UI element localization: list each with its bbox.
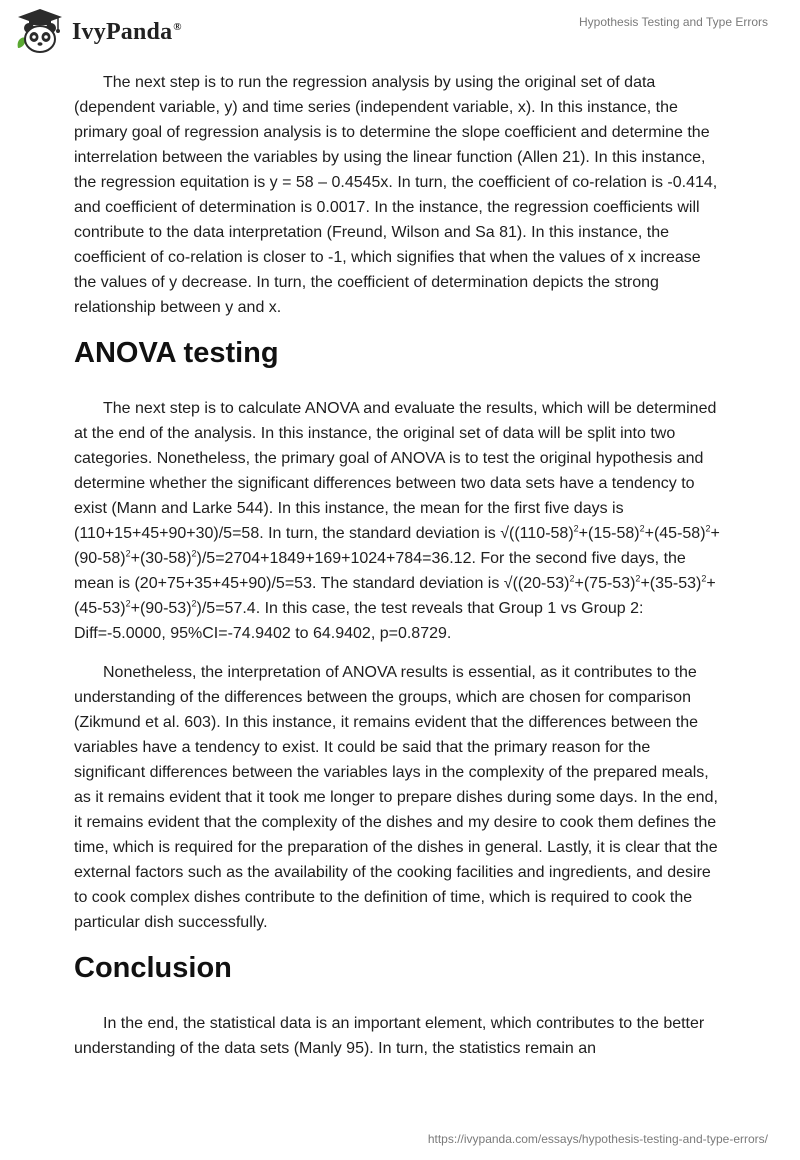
document-title: Hypothesis Testing and Type Errors: [579, 15, 768, 29]
essay-content: [74, 70, 724, 1075]
paragraph-anova-calculation: The next step is to calculate ANOVA and evaluate the results, which will be determined at the end of the analysis. In this instance, the original set of data will be split into two categories. Nonetheless, the primary goal of ANOVA is to test the original hypothesis and determine whether the significant differences between two data sets have a tendency to exist (Mann and Larke 544). In this instance, the mean for the first five days is (110+15+45+90+30)/5=58. In turn, the standard deviation is $√((110-58)^2+(15-58)^2+(45-58)^2+(90-58)^2+(30-58)^2)/5=2704+1849+169+1024+784=36.12$. For the second five days, the mean is (20+75+35+45+90)/5=53. The standard deviation is $√((20-53)^2+(75-53)^2+(35-53)^2+(45-53)^2+(90-53)^2)/5=57.4$. In this case, the test reveals that Group 1 vs Group 2: Diff=-5.0000, 95%CI=-74.9402 to 64.9402, p=0.8729.: [74, 400, 720, 642]
heading-conclusion: Conclusion: [74, 952, 232, 984]
paragraph-conclusion: In the end, the statistical data is an important element, which contributes to the better understanding of the data sets (Manly 95). In turn, the statistics remain an: [74, 1015, 705, 1057]
brand-logo[interactable]: [14, 8, 182, 56]
brand-name: IvyPanda®: [72, 18, 182, 45]
paragraph-anova-interpretation: Nonetheless, the interpretation of ANOVA results is essential, as it contributes to the understanding of the differences between the groups, which are chosen for comparison (Zikmund et al. 603). In this instance, it remains evident that the differences between the variables have a tendency to exist. It could be said that the primary reason for the significant differences between the variables lays in the complexity of the prepared meals, as it remains evident that it took me longer to prepare dishes during some days. In the end, it remains evident that the complexity of the dishes and my desire to cook them defines the time, which is required for the preparation of the dishes in general. Lastly, it is clear that the external factors such as the availability of the cooking facilities and ingredients, and desire to cook complex dishes contribute to the definition of time, which is required to cook the particular dish successfully.: [74, 664, 718, 931]
paragraph-regression: The next step is to run the regression analysis by using the original set of data (dependent variable, y) and time series (independent variable, x). In this instance, the primary goal of regression analysis is to determine the slope coefficient and determine the interrelation between the variables by using the linear function (Allen 21). In this instance, the regression equitation is y = 58 – 0.4545x. In turn, the coefficient of co-relation is -0.414, and coefficient of determination is 0.0017. In the instance, the regression coefficients will contribute to the data interpretation (Freund, Wilson and Sa 81). In this instance, the coefficient of co-relation is closer to -1, which signifies that when the values of x increase the values of y decrease. In turn, the coefficient of determination depicts the strong relationship between y and x.: [74, 74, 718, 316]
heading-anova-testing: ANOVA testing: [74, 337, 279, 369]
page-header: [0, 0, 800, 62]
page-url-link[interactable]: https://ivypanda.com/essays/hypothesis-testing-and-type-errors/: [427, 1132, 768, 1146]
panda-mascot-icon: [14, 8, 66, 56]
